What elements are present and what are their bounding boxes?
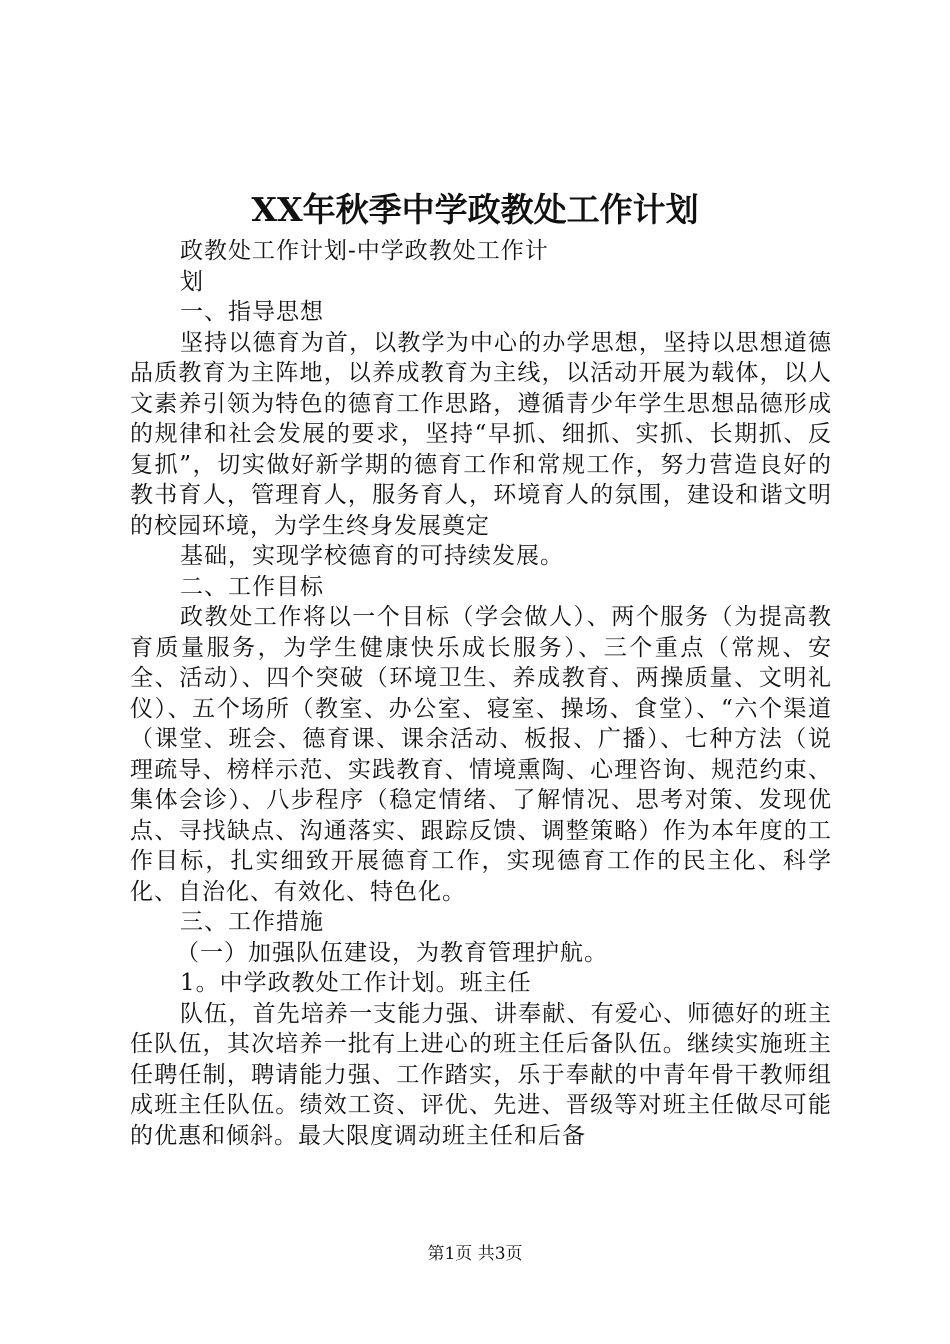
subsection-heading: （一）加强队伍建设，为教育管理护航。 <box>176 939 608 966</box>
section-heading: 一、指导思想 <box>180 299 324 325</box>
section-heading: 三、工作措施 <box>180 909 324 935</box>
subtitle-line: 划 <box>180 268 204 295</box>
paragraph: 坚持以德育为首，以教学为中心的办学思想，坚持以思想道德品质教育为主阵地，以养成教育为主线，以活动开展为载体，以人文素养引领为特色的德育工作思路，遵循青少年学生思想品德形成的规律和社会发展的要求，坚持“早抓、细抓、实抓、长期抓、反复抓”，切实做好新学期的德育工作和常规工作，努力营造良好的教书育人，管理育人，服务育人，环境育人的氛围，建设和谐文明的校园环境，为学生终身发展奠定 <box>130 329 832 539</box>
document-title: XX年秋季中学政教处工作计划 <box>251 190 699 229</box>
list-item: 1。中学政教处工作计划。班主任 <box>180 970 532 996</box>
page-footer: 第1页 共3页 <box>427 1244 523 1264</box>
subtitle-line: 政教处工作计划-中学政教处工作计 <box>180 238 549 264</box>
paragraph: 队伍，首先培养一支能力强、讲奉献、有爱心、师德好的班主任队伍，其次培养一批有上进心的班主任后备队伍。继续实施班主任聘任制，聘请能力强、工作踏实，乐于奉献的中青年骨干教师组成班主任队伍。绩效工资、评优、先进、晋级等对班主任做尽可能的优惠和倾斜。最大限度调动班主任和后备 <box>130 1000 832 1149</box>
section-heading: 二、工作目标 <box>180 573 324 600</box>
document-body <box>130 236 832 1151</box>
paragraph: 政教处工作将以一个目标（学会做人）、两个服务（为提高教育质量服务，为学生健康快乐成长服务）、三个重点（常规、安全、活动）、四个突破（环境卫生、养成教育、两操质量、文明礼仪）、五个场所（教室、办公室、寝室、操场、食堂）、“六个渠道（课堂、班会、德育课、课余活动、板报、广播）、七种方法（说理疏导、榜样示范、实践教育、情境熏陶、心理咨询、规范约束、集体会诊）、八步程序（稳定情绪、了解情况、思考对策、发现优点、寻找缺点、沟通落实、跟踪反馈、调整策略）作为本年度的工作目标，扎实细致开展德育工作，实现德育工作的民主化、科学化、自治化、有效化、特色化。 <box>130 604 832 905</box>
paragraph: 基础，实现学校德育的可持续发展。 <box>180 543 564 569</box>
